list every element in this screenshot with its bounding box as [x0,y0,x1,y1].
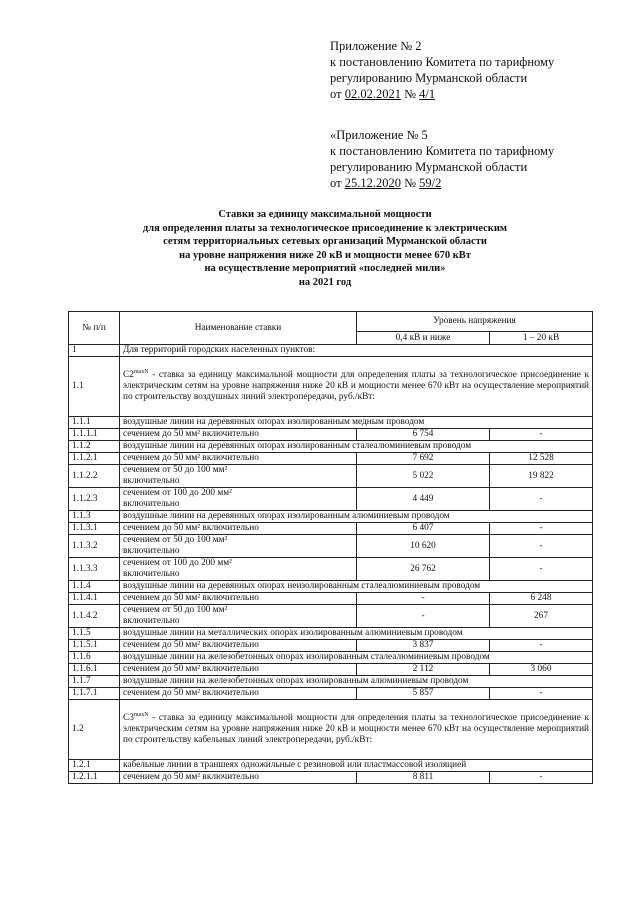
header-name: Наименование ставки [120,312,357,345]
row-num: 1.1.3.1 [69,523,120,535]
row-num: 1 [69,345,120,357]
row-num: 1.2.1 [69,760,120,772]
rate-c3-description: $С3^{maxN}$ - ставка за единицу максимальной мощности для определения платы за технологическое присоединение к электрическим сетям на уровне напряжения ниже 20 кВ и мощности менее 670 кВт на осуществление мероприятий по строительству кабельных линий электропередачи, руб./кВт: [120,700,593,760]
attachment-2-date: 02.02.2021 [344,87,401,101]
title-line: для определения платы за технологическое присоединение к электрическим [142,222,508,234]
header-level: Уровень напряжения [357,312,593,332]
value-mid: 12 528 [490,453,593,465]
attachment-2-line: к постановлению Комитета по тарифному [330,55,555,69]
value-low: 5 857 [357,688,490,700]
value-mid: 6 248 [490,593,593,605]
row-group-label: воздушные линии на деревянных опорах неизолированным сталеалюминиевым проводом [120,581,593,593]
row-num: 1.1.2 [69,441,120,453]
attachment-5-line: регулированию Мурманской области [330,160,528,174]
attachment-5-block [330,127,554,191]
row-num: 1.1.6 [69,652,120,664]
row-label: сечением от 100 до 200 мм² включительно [120,488,357,511]
header-voltage-mid: 1 – 20 кВ [490,332,593,345]
value-mid: - [490,640,593,652]
value-low: 7 692 [357,453,490,465]
attachment-5-number: 59/2 [419,176,442,190]
value-low: 4 449 [357,488,490,511]
value-low: 6 407 [357,523,490,535]
value-mid: 267 [490,605,593,628]
row-num: 1.1 [69,357,120,417]
attachment-5-title: «Приложение № 5 [330,128,428,142]
value-low: 6 754 [357,429,490,441]
row-num: 1.1.5 [69,628,120,640]
header-num: № п/п [69,312,120,345]
attachment-2-block [330,38,554,102]
row-group-label: воздушные линии на металлических опорах изолированным алюминиевым проводом [120,628,593,640]
row-group-label: воздушные линии на деревянных опорах изолированным медным проводом [120,417,593,429]
row-group-label: воздушные линии на железобетонных опорах изолированным алюминиевым проводом [120,676,593,688]
document-title [100,208,550,289]
value-low: 26 762 [357,558,490,581]
row-label: сечением от 50 до 100 мм² включительно [120,605,357,628]
value-mid: - [490,688,593,700]
row-group-label: воздушные линии на деревянных опорах изолированным сталеалюминиевым проводом [120,441,593,453]
row-num: 1.1.3 [69,511,120,523]
row-label: сечением до 50 мм² включительно [120,593,357,605]
value-low: 8 811 [357,772,490,784]
value-mid: 3 060 [490,664,593,676]
row-num: 1.1.1.1 [69,429,120,441]
title-line: Ставки за единицу максимальной мощности [218,209,432,220]
attachment-2-line: регулированию Мурманской области [330,71,528,85]
row-num: 1.1.5.1 [69,640,120,652]
row-num: 1.1.1 [69,417,120,429]
value-low: 2 112 [357,664,490,676]
row-label: сечением до 50 мм² включительно [120,523,357,535]
attachment-5-line: к постановлению Комитета по тарифному [330,144,555,158]
title-line: на 2021 год [298,276,352,288]
attachment-2-date-line: от 02.02.2021 № 4/1 [330,87,436,101]
row-num: 1.2 [69,700,120,760]
row-num: 1.1.6.1 [69,664,120,676]
value-mid: - [490,772,593,784]
value-low: 10 620 [357,535,490,558]
value-low: 5 022 [357,465,490,488]
row-num: 1.1.3.3 [69,558,120,581]
row-group-label: кабельные линии в траншеях одножильные с резиновой или пластмассовой изоляцией [120,760,593,772]
row-num: 1.1.2.1 [69,453,120,465]
row-num: 1.2.1.1 [69,772,120,784]
row-num: 1.1.7.1 [69,688,120,700]
value-mid: - [490,558,593,581]
header-voltage-low: 0,4 кВ и ниже [357,332,490,345]
attachment-5-date: 25.12.2020 [344,176,401,190]
row-label: сечением от 50 до 100 мм² включительно [120,535,357,558]
value-low: - [357,593,490,605]
row-label: сечением до 50 мм² включительно [120,640,357,652]
row-label: сечением до 50 мм² включительно [120,772,357,784]
value-mid: - [490,429,593,441]
value-mid: 19 822 [490,465,593,488]
value-mid: - [490,488,593,511]
row-num: 1.1.2.3 [69,488,120,511]
title-line: на осуществление мероприятий «последней мили» [204,263,446,274]
attachment-2-title: Приложение № 2 [330,39,422,53]
row-num: 1.1.4.2 [69,605,120,628]
value-low: - [357,605,490,628]
value-low: 3 837 [357,640,490,652]
row-num: 1.1.7 [69,676,120,688]
row-group-label: воздушные линии на железобетонных опорах изолированным сталеалюминиевым проводом [120,652,593,664]
row-label: сечением до 50 мм² включительно [120,688,357,700]
row-group-label: воздушные линии на деревянных опорах изолированным алюминиевым проводом [120,511,593,523]
attachment-5-date-line: от 25.12.2020 № 59/2 [330,176,442,190]
rates-table [68,311,593,784]
value-mid: - [490,535,593,558]
title-line: сетям территориальных сетевых организаций Мурманской области [163,236,487,247]
title-line: на уровне напряжения ниже 20 кВ и мощности менее 670 кВт [179,249,471,261]
row-label: сечением до 50 мм² включительно [120,429,357,441]
row-label: сечением от 50 до 100 мм² включительно [120,465,357,488]
row-label: сечением до 50 мм² включительно [120,453,357,465]
row-label: сечением от 100 до 200 мм² включительно [120,558,357,581]
rate-c2-description: $С2^{maxN}$ - ставка за единицу максимальной мощности для определения платы за технологическое присоединение к электрическим сетям на уровне напряжения ниже 20 кВ и мощности менее 670 кВт на осуществление мероприятий по строительству воздушных линий электропередачи, руб./кВт: [120,357,593,417]
row-label: сечением до 50 мм² включительно [120,664,357,676]
attachment-2-number: 4/1 [419,87,436,101]
value-mid: - [490,523,593,535]
row-num: 1.1.4.1 [69,593,120,605]
section-heading: Для территорий городских населенных пунктов: [120,345,593,357]
row-num: 1.1.2.2 [69,465,120,488]
row-num: 1.1.4 [69,581,120,593]
row-num: 1.1.3.2 [69,535,120,558]
